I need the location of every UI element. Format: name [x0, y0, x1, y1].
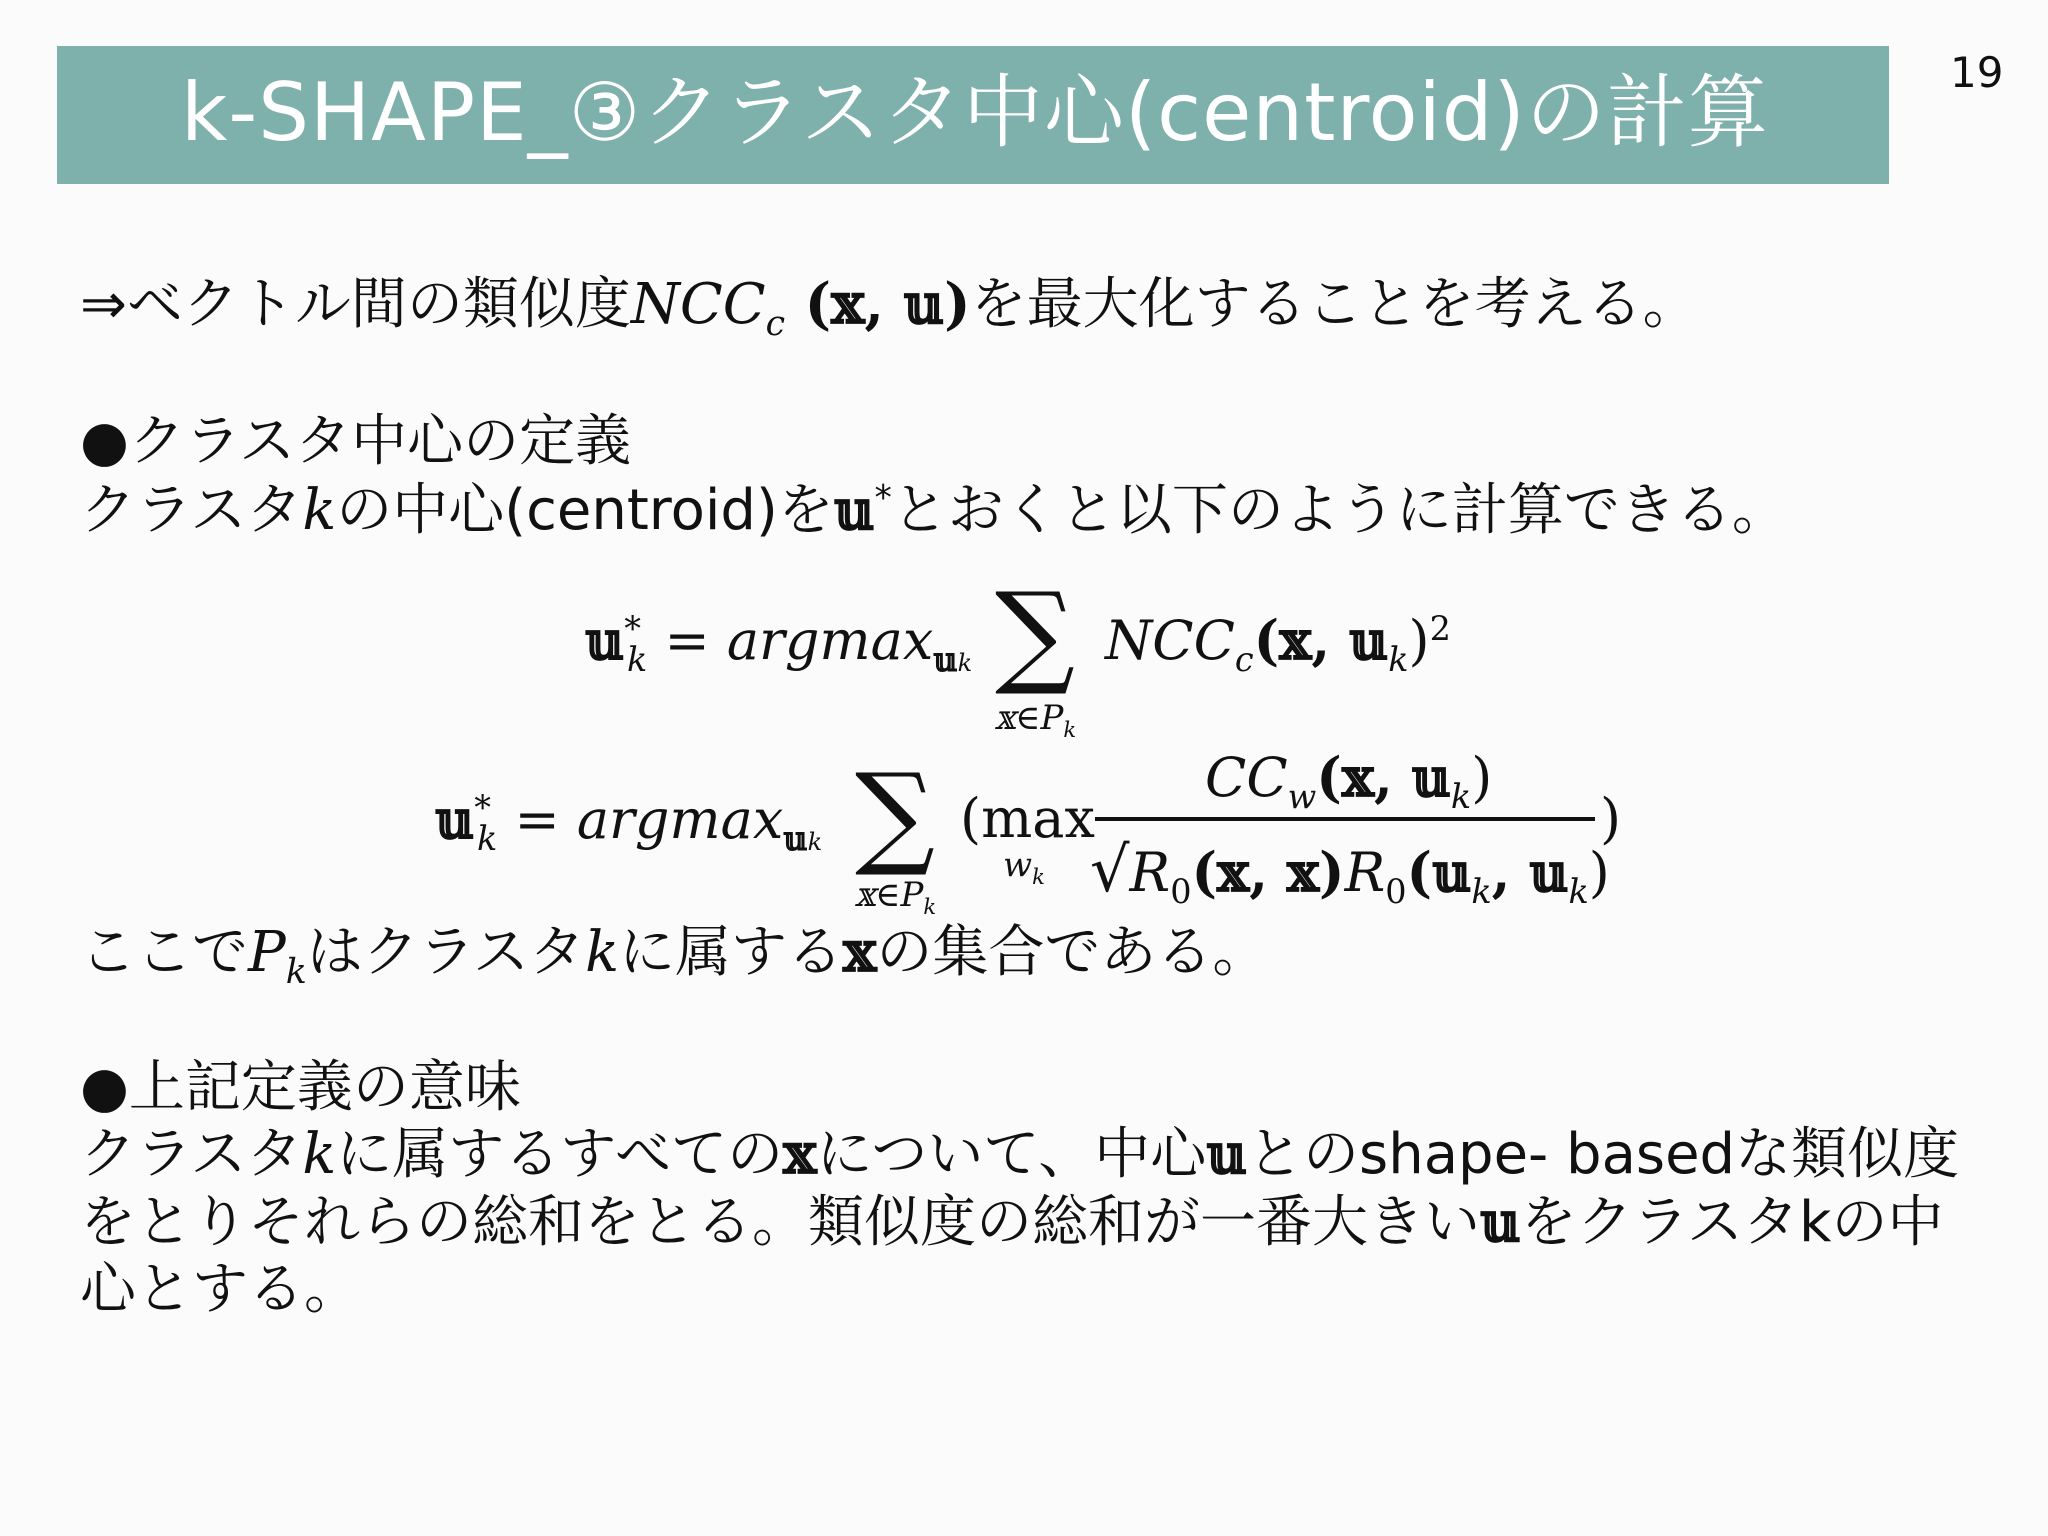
s1-a: クラスタ: [80, 478, 303, 543]
f2-argmax-sub: 𝕦: [783, 818, 808, 858]
f2-argmax: argmax: [576, 788, 784, 851]
af-d: の集合である。: [876, 920, 1269, 985]
f2-num-args: (𝕩, 𝕦: [1316, 745, 1451, 809]
f1-argmax-sub: 𝕦: [933, 639, 958, 679]
f2-denominator: [1090, 833, 1610, 911]
f1-lhs-sup: *: [624, 609, 641, 648]
f1-term-args-sub: k: [1388, 639, 1409, 679]
f2-sigma: ∑: [855, 750, 935, 880]
title-bar: [57, 46, 1889, 184]
f2-sum-under: [855, 875, 937, 919]
af-a: ここで: [80, 920, 248, 985]
section2-line2: [80, 1188, 1943, 1257]
f2-max-under: [1003, 845, 1045, 889]
s2-l2-u: 𝕦: [1480, 1189, 1521, 1255]
f1-term-sup: 2: [1429, 609, 1451, 648]
s2-l1-x: 𝕩: [783, 1121, 817, 1187]
f2-sqrt-icon: √: [1090, 833, 1130, 906]
section1-line: [80, 476, 1788, 545]
af-p-sub: k: [285, 952, 307, 993]
after-formula-line: [80, 918, 1269, 993]
af-c: に属する: [619, 920, 843, 985]
s1-c: とおくと以下のように計算できる。: [891, 478, 1788, 543]
f2-den-r0a-sub: 0: [1170, 871, 1192, 911]
f2-den-r0a: R: [1129, 841, 1171, 904]
f2-num-cc: CC: [1205, 746, 1288, 809]
f2-sum-under-sub: k: [923, 893, 937, 919]
f2-num-cc-sub: w: [1287, 776, 1317, 816]
f2-lhs-sup: *: [474, 788, 491, 827]
f2-close: ): [1600, 787, 1622, 850]
f2-den-args-a: (𝕩, 𝕩): [1191, 840, 1345, 904]
af-b: はクラスタ: [306, 920, 586, 985]
af-k: k: [585, 920, 619, 985]
f2-den-args-b-sub: k: [1471, 871, 1492, 911]
f1-sigma: ∑: [995, 569, 1075, 699]
s1-b: の中心(centroid)を: [336, 478, 834, 543]
f2-den-args-b-close: ): [1588, 841, 1610, 904]
s2-l1-u: 𝕦: [1206, 1121, 1248, 1187]
s2-l2-b: をクラスタkの中: [1520, 1190, 1944, 1255]
f1-term-args: (𝕩, 𝕦: [1253, 608, 1389, 672]
s2-l2-a: をとりそれらの総和をとる。類似度の総和が一番大きい: [80, 1190, 1480, 1255]
af-p: P: [248, 920, 286, 985]
f1-sum-under-sub: k: [1063, 716, 1077, 742]
f1-term-close: ): [1408, 609, 1430, 672]
section2-heading: ●上記定義の意味: [80, 1055, 521, 1120]
intro-prefix: ⇒ベクトル間の類似度: [80, 272, 631, 337]
f2-den-args-b: (𝕦: [1406, 840, 1472, 904]
intro-ncc-sub: c: [765, 304, 786, 345]
f1-term: NCC: [1105, 609, 1235, 672]
intro-args: (𝕩, 𝕦): [785, 271, 971, 337]
f1-lhs: 𝕦: [585, 608, 625, 672]
section2-line1: [80, 1120, 1959, 1189]
f1-argmax-subsub: k: [957, 648, 973, 677]
page-number: 19: [1950, 48, 2004, 97]
f1-sum-under-text: 𝕩∈P: [995, 698, 1064, 738]
intro-suffix: を最大化することを考える。: [970, 272, 1699, 337]
af-x: 𝕩: [843, 919, 877, 985]
f1-argmax: argmax: [726, 609, 934, 672]
f2-den-args-b-sub2: k: [1568, 871, 1589, 911]
section1-heading: ●クラスタ中心の定義: [80, 409, 632, 474]
f2-den-r0b-sub: 0: [1385, 871, 1407, 911]
f2-num-args-sub: k: [1450, 776, 1472, 816]
f2-num-close: ): [1471, 746, 1493, 809]
formula-1: [585, 569, 1485, 750]
f2-open: (max: [960, 787, 1095, 850]
f2-den-args-b-mid: , 𝕦: [1491, 840, 1569, 904]
slide-title: k-SHAPE_③クラスタ中心(centroid)の計算: [181, 66, 1769, 159]
f1-lhs-sub: k: [627, 639, 648, 679]
f1-term-sub: c: [1234, 639, 1254, 679]
f2-eq: =: [497, 788, 577, 851]
s2-l1-d: とのshape- basedな類似度: [1247, 1122, 1960, 1187]
intro-line: [80, 270, 1699, 345]
formula-2: [435, 745, 1635, 925]
intro-ncc: NCC: [630, 272, 766, 337]
s2-l1-k: k: [302, 1122, 337, 1187]
f2-den-r0b: R: [1344, 841, 1386, 904]
s1-u: 𝕦: [833, 477, 875, 543]
f2-max-under-sub: k: [1032, 863, 1045, 889]
s2-l1-a: クラスタ: [80, 1122, 303, 1187]
f1-sum-under: [995, 698, 1077, 742]
f2-fraction-line: [1095, 817, 1595, 821]
s2-l1-b: に属するすべての: [336, 1122, 784, 1187]
s1-k: k: [302, 478, 337, 543]
f2-sum-under-text: 𝕩∈P: [855, 875, 924, 915]
f2-lhs-sub: k: [477, 818, 498, 858]
section2-line3: 心とする。: [80, 1257, 360, 1322]
f2-lhs: 𝕦: [435, 787, 475, 851]
f1-eq: =: [647, 609, 727, 672]
s1-star: *: [874, 478, 892, 519]
f2-argmax-subsub: k: [807, 827, 823, 856]
f2-max-under-text: w: [1003, 845, 1033, 885]
s2-l1-c: について、中心: [816, 1122, 1207, 1187]
f2-numerator: [1205, 745, 1493, 816]
